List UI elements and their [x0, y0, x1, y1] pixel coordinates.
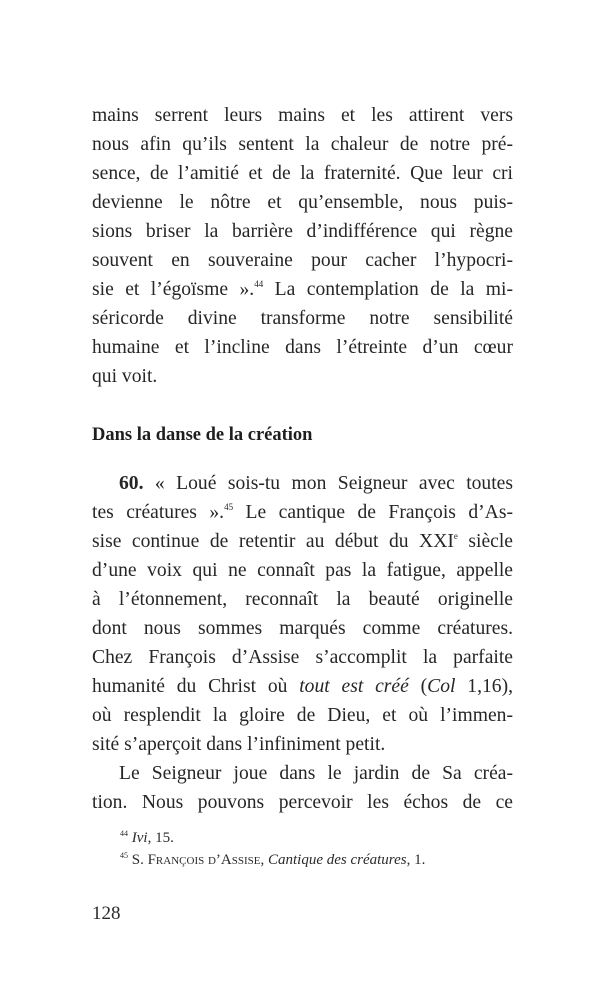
italic-quote: tout est créé	[299, 676, 409, 697]
text-line: devienne le nôtre et qu’ensemble, nous puis-	[92, 192, 513, 213]
text-line: tion. Nous pouvons percevoir les échos de ce	[92, 792, 513, 813]
footnote-source: Cantique des créatures	[267, 852, 407, 868]
text-line: sité s’aperçoit dans l’infiniment petit.	[92, 734, 386, 755]
footnote-text: , 15.	[147, 830, 174, 846]
footnote-ref-44[interactable]: 44	[254, 279, 264, 289]
text-segment: tes créatures ».	[92, 502, 225, 523]
superscript-e: e	[453, 531, 458, 541]
text-segment: sie et l’égoïsme ».	[92, 279, 255, 300]
scripture-book: Col	[427, 676, 456, 697]
text-line	[92, 469, 513, 498]
text-segment: « Loué sois-tu mon Seigneur avec toutes	[143, 473, 513, 494]
text-line	[92, 672, 513, 701]
text-segment: sise continue de retentir au début du XXI	[92, 531, 454, 552]
text-line: sions briser la barrière d’indifférence qui règne	[92, 221, 513, 242]
text-segment: siècle	[457, 531, 513, 552]
text-line: où resplendit la gloire de Dieu, et où l’immen-	[92, 705, 513, 726]
footnote-author: S. François d’Assise	[131, 852, 261, 868]
page-number: 128	[92, 903, 121, 924]
footnote-number: 44	[120, 829, 128, 838]
text-segment: 1,16),	[455, 676, 513, 697]
text-line: mains serrent leurs mains et les attirent vers	[92, 105, 513, 126]
footnote-number: 45	[120, 851, 128, 860]
footnote-45	[120, 849, 425, 871]
paragraph-continued	[92, 759, 513, 817]
text-line: humaine et l’incline dans l’étreinte d’un cœur	[92, 337, 513, 358]
footnote-ref-45[interactable]: 45	[224, 502, 234, 512]
top-paragraph	[92, 101, 513, 391]
section-heading: Dans la danse de la création	[92, 425, 313, 445]
text-line: séricorde divine transforme notre sensibilité	[92, 308, 513, 329]
footnote-separator: ,	[260, 852, 268, 868]
footnote-text: , 1.	[406, 852, 426, 868]
paragraph-continuation	[92, 101, 513, 391]
footnote-source: Ivi	[131, 830, 148, 846]
section-body	[92, 469, 513, 817]
text-segment: Le cantique de François d’As-	[233, 502, 513, 523]
paragraph-60	[92, 469, 513, 759]
text-segment: La contemplation de la mi-	[263, 279, 514, 300]
text-line: sence, de l’amitié et de la fraternité. Que leur cri	[92, 163, 513, 184]
text-line	[92, 498, 513, 527]
text-line: dont nous sommes marqués comme créatures.	[92, 618, 513, 639]
text-line: souvent en souveraine pour cacher l’hypocri-	[92, 250, 513, 271]
text-segment: humanité du Christ où	[92, 676, 300, 697]
text-line: nous afin qu’ils sentent la chaleur de notre pré-	[92, 134, 513, 155]
text-line: d’une voix qui ne connaît pas la fatigue, appelle	[92, 560, 513, 581]
text-line: qui voit.	[92, 366, 158, 387]
paragraph-number: 60.	[119, 473, 144, 494]
footnotes	[120, 827, 425, 871]
footnote-44	[120, 827, 425, 849]
text-line: à l’étonnement, reconnaît la beauté originelle	[92, 589, 513, 610]
text-line: Chez François d’Assise s’accomplit la parfaite	[92, 647, 513, 668]
text-line	[92, 527, 513, 556]
text-line: Le Seigneur joue dans le jardin de Sa créa-	[119, 763, 513, 784]
text-line	[92, 275, 513, 304]
text-segment: (	[408, 676, 428, 697]
